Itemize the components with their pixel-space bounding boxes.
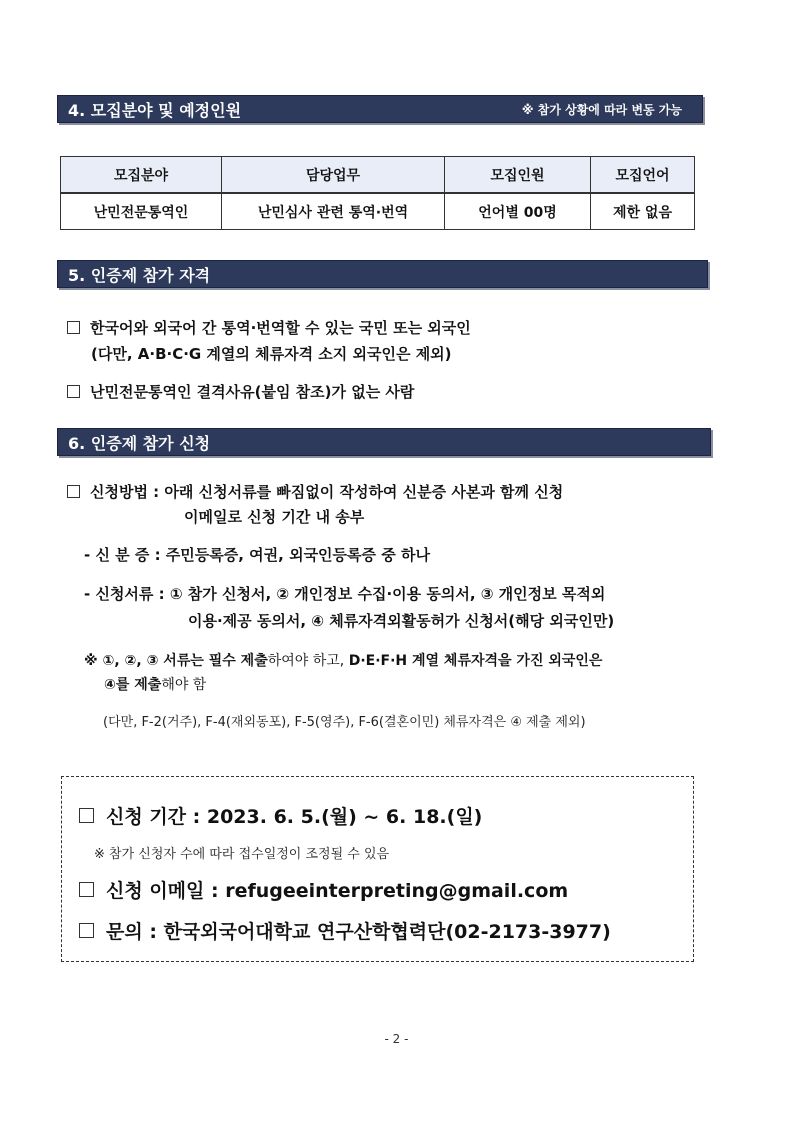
table-cell: 언어별 00명 (445, 193, 591, 230)
required-docs-note-d: ④를 제출 (104, 677, 162, 693)
table-header-row (61, 157, 695, 194)
application-email-text: 신청 이메일 : refugeeinterpreting@gmail.com (106, 880, 569, 902)
table-header-cell: 모집분야 (61, 157, 222, 194)
application-email (79, 876, 568, 903)
required-docs-note-e: 해야 함 (161, 677, 207, 693)
application-period-text: 신청 기간 : 2023. 6. 5.(월) ~ 6. 18.(일) (106, 806, 483, 828)
table-header-cell: 모집인원 (445, 157, 591, 194)
application-docs: - 신청서류 : ① 참가 신청서, ② 개인정보 수집·이용 동의서, ③ 개인정보 목적외 (84, 585, 606, 603)
section5-header (57, 260, 708, 288)
checkbox-square-icon (79, 882, 94, 897)
application-docs-sub: 이용·제공 동의서, ④ 체류자격외활동허가 신청서(해당 외국인만) (188, 612, 615, 630)
eligibility-item-2 (67, 381, 414, 402)
eligibility-item-1 (67, 317, 471, 338)
table-header-cell: 담당업무 (222, 157, 445, 194)
eligibility-item-1-text: 한국어와 외국어 간 통역·번역할 수 있는 국민 또는 외국인 (90, 319, 471, 337)
application-method (67, 481, 563, 502)
application-method-sub: 이메일로 신청 기간 내 송부 (184, 508, 365, 526)
period-adjust-note: ※ 참가 신청자 수에 따라 접수일정이 조정될 수 있음 (94, 847, 390, 862)
section5-title: 5. 인증제 참가 자격 (68, 265, 211, 285)
application-method-text: 신청방법 : 아래 신청서류를 빠짐없이 작성하여 신분증 사본과 함께 신청 (90, 483, 564, 501)
section6-header (57, 428, 711, 456)
contact-info (79, 917, 611, 944)
table-cell: 난민전문통역인 (61, 193, 222, 230)
required-docs-note-a: ※ ①, ②, ③ 서류는 필수 제출 (84, 653, 268, 669)
checkbox-square-icon (79, 808, 94, 823)
eligibility-item-1-sub: (다만, A·B·C·G 계열의 체류자격 소지 외국인은 제외) (91, 345, 452, 363)
table-header-cell: 모집언어 (591, 157, 695, 194)
table-cell: 제한 없음 (591, 193, 695, 230)
required-docs-note (84, 650, 602, 670)
section4-note: ※ 참가 상황에 따라 변동 가능 (521, 102, 682, 117)
required-docs-note-c: D·E·F·H 계열 체류자격을 가진 외국인은 (348, 653, 603, 669)
page-number: - 2 - (384, 1032, 409, 1046)
id-documents: - 신 분 증 : 주민등록증, 여권, 외국인등록증 중 하나 (84, 546, 430, 564)
table-cell: 난민심사 관련 통역·번역 (222, 193, 445, 230)
required-docs-note-line2 (104, 674, 206, 694)
section6-title: 6. 인증제 참가 신청 (68, 433, 211, 453)
checkbox-square-icon (67, 385, 80, 398)
table-row (61, 193, 695, 230)
section4-title: 4. 모집분야 및 예정인원 (68, 100, 242, 120)
application-period (79, 802, 482, 829)
section4-header (57, 95, 703, 123)
checkbox-square-icon (67, 485, 80, 498)
checkbox-square-icon (67, 321, 80, 334)
contact-info-text: 문의 : 한국외국어대학교 연구산학협력단(02-2173-3977) (106, 921, 611, 943)
required-docs-note-b: 하여야 하고, (267, 653, 349, 669)
recruitment-table (60, 156, 695, 230)
eligibility-item-2-text: 난민전문통역인 결격사유(붙임 참조)가 없는 사람 (90, 383, 415, 401)
exemption-note: (다만, F-2(거주), F-4(재외동포), F-5(영주), F-6(결혼이민) 체류자격은 ④ 제출 제외) (103, 715, 586, 730)
checkbox-square-icon (79, 923, 94, 938)
